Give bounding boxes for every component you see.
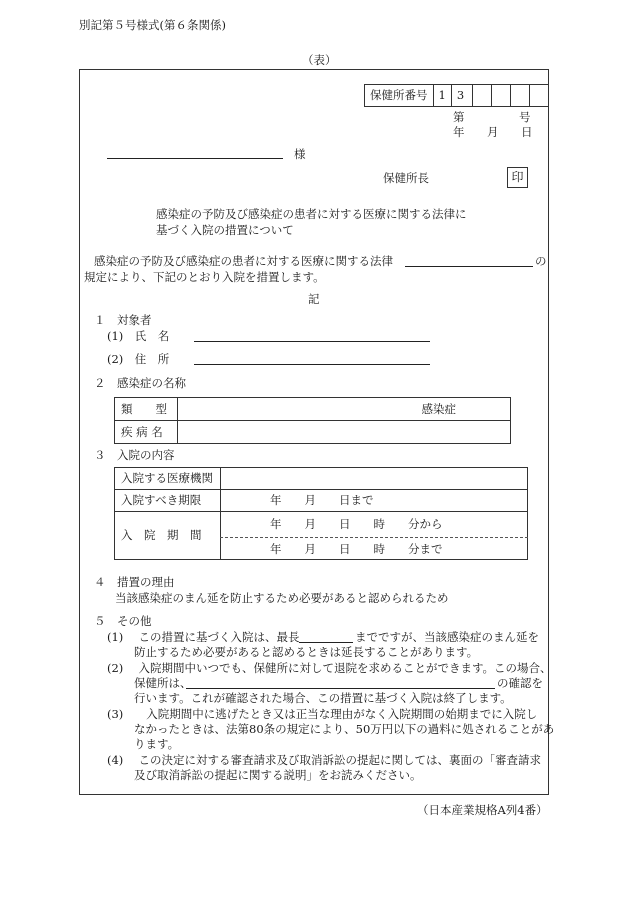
period-divider <box>220 537 528 538</box>
item1-line1a: (1) この措置に基づく入院は、最長 <box>107 630 300 644</box>
section5-title: ５ その他 <box>94 614 152 628</box>
office-number-label: 保健所番号 <box>365 85 434 107</box>
period-from: 年 月 日 時 分から <box>270 516 443 531</box>
addressee-sama: 様 <box>294 147 306 161</box>
seal-stamp: 印 <box>507 167 528 188</box>
section3-title: ３ 入院の内容 <box>94 448 175 462</box>
name-field[interactable] <box>194 341 430 342</box>
date-year: 年 <box>453 125 465 139</box>
form-title: 別記第５号様式(第６条関係) <box>79 18 226 32</box>
address-field[interactable] <box>194 364 430 365</box>
office-digit-5 <box>510 85 529 107</box>
type-suffix: 感染症 <box>421 401 456 416</box>
doc-number-go: 号 <box>519 110 531 124</box>
doc-title-line1: 感染症の予防及び感染症の患者に対する医療に関する法律に <box>156 207 467 221</box>
name-label: (1) 氏 名 <box>107 329 170 343</box>
ki-heading: 記 <box>308 292 320 306</box>
doc-title-line2: 基づく入院の措置について <box>156 223 294 237</box>
office-digit-3 <box>472 85 491 107</box>
item2-line2a: 保健所は、 <box>134 676 192 690</box>
type-field[interactable] <box>178 398 511 421</box>
disease-field[interactable] <box>178 421 511 444</box>
item2-line2b: の確認を <box>497 676 543 690</box>
intro-line2: 規定により、下記のとおり入院を措置します。 <box>84 270 325 284</box>
disease-table <box>114 397 511 444</box>
section4-text: 当該感染症のまん延を防止するため必要があると認められるため <box>115 591 449 605</box>
item1-line2: 防止するため必要があると認めるときは延長することがあります。 <box>134 645 479 659</box>
addressee-line[interactable] <box>107 158 283 159</box>
office-digit-6 <box>529 85 548 107</box>
deadline-value: 年 月 日まで <box>270 493 374 508</box>
disease-label: 疾 病 名 <box>115 421 178 444</box>
section1-title: １ 対象者 <box>94 313 152 327</box>
section2-title: ２ 感染症の名称 <box>94 376 186 390</box>
office-number-box <box>364 84 549 107</box>
max-period-blank[interactable] <box>299 642 353 643</box>
office-digit-1: 1 <box>433 85 451 107</box>
item4-line1: (4) この決定に対する審査請求及び取消訴訟の提起に関しては、裏面の「審査請求 <box>107 753 541 767</box>
date-month: 月 <box>487 125 499 139</box>
item3-line3: ります。 <box>134 737 180 751</box>
discharge-condition-blank[interactable] <box>186 688 495 689</box>
footer-note: （日本産業規格A列4番） <box>417 803 548 817</box>
item2-line3: 行います。これが確認された場合、この措置に基づく入院は終了します。 <box>134 691 512 705</box>
deadline-field[interactable] <box>221 490 528 512</box>
date-day: 日 <box>521 125 533 139</box>
intro-line1-suffix: の <box>535 254 547 268</box>
item3-line2: なかったときは、法第80条の規定により、50万円以下の過料に処されることがあ <box>134 722 555 736</box>
facility-label: 入院する医療機関 <box>115 468 221 490</box>
office-digit-2: 3 <box>451 85 472 107</box>
item2-line1: (2) 入院期間中いつでも、保健所に対して退院を求めることができます。この場合、 <box>107 661 552 675</box>
issuer-name: 保健所長 <box>383 171 429 185</box>
office-digit-4 <box>491 85 510 107</box>
address-label: (2) 住 所 <box>107 352 170 366</box>
deadline-label: 入院すべき期限 <box>115 490 221 512</box>
section4-title: ４ 措置の理由 <box>94 575 175 589</box>
facility-field[interactable] <box>221 468 528 490</box>
period-field[interactable] <box>221 512 528 560</box>
period-to: 年 月 日 時 分まで <box>270 541 443 556</box>
item3-line1: (3) 入院期間中に逃げたとき又は正当な理由がなく入院期間の始期までに入院し <box>107 707 538 721</box>
intro-line1: 感染症の予防及び感染症の患者に対する医療に関する法律 <box>94 254 393 268</box>
admission-table <box>114 467 528 560</box>
side-label: （表） <box>302 53 337 67</box>
doc-number-dai: 第 <box>453 110 465 124</box>
type-label: 類 型 <box>115 398 178 421</box>
item4-line2: 及び取消訴訟の提起に関する説明」をお読みください。 <box>134 768 422 782</box>
period-label: 入 院 期 間 <box>115 512 221 560</box>
law-article-blank[interactable] <box>405 266 533 267</box>
item1-line1b: までですが、当該感染症のまん延を <box>355 630 539 644</box>
